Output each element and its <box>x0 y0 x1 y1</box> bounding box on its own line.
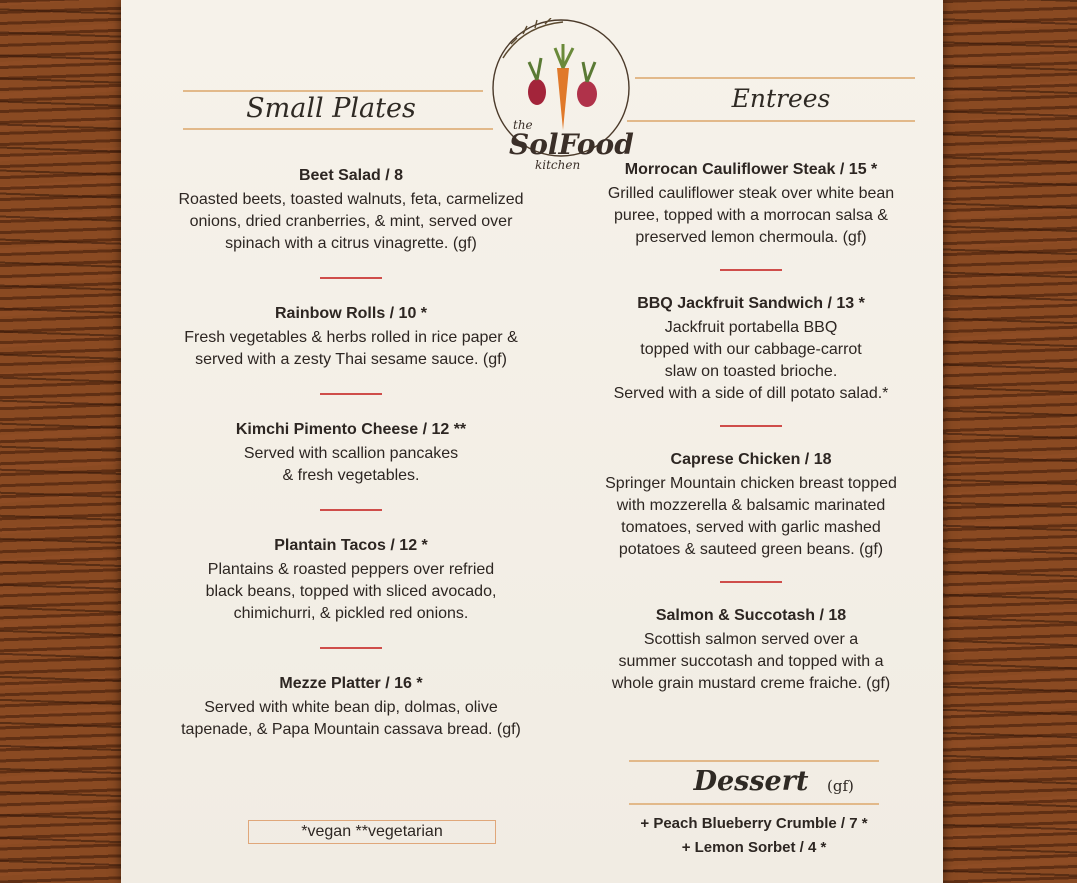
item-title: Plantain Tacos / 12 * <box>274 537 428 554</box>
item-title: BBQ Jackfruit Sandwich / 13 * <box>637 295 865 312</box>
item-title: Kimchi Pimento Cheese / 12 ** <box>235 421 467 438</box>
entrees-heading: Entrees <box>731 84 831 113</box>
logo-sub: kitchen <box>535 158 581 172</box>
item-description: Served with scallion pancakes & fresh vegetables. <box>243 445 459 484</box>
separator <box>720 425 782 427</box>
solfood-logo <box>483 18 635 178</box>
separator <box>320 277 382 279</box>
entrees-rule-top <box>635 77 915 79</box>
entrees-list <box>561 159 941 695</box>
small-plates-rule-top <box>183 90 483 92</box>
dessert-list <box>629 812 879 860</box>
dessert-note: (gf) <box>827 777 854 795</box>
item-title: Salmon & Succotash / 18 <box>655 607 847 624</box>
item-description: Grilled cauliflower steak over white bean puree, topped with a morrocan salsa & preserved lemon chermoula. (gf) <box>607 185 895 246</box>
menu-item <box>161 673 541 741</box>
small-plates-rule-bottom <box>183 128 493 130</box>
menu-item <box>561 293 941 405</box>
item-title: Morrocan Cauliflower Steak / 15 * <box>624 161 878 178</box>
logo-name: SolFood <box>509 128 634 161</box>
menu-item <box>561 159 941 249</box>
dessert-heading: Dessert <box>693 766 809 797</box>
small-plates-heading: Small Plates <box>246 93 416 124</box>
item-description: Jackfruit portabella BBQ topped with our cabbage-carrot slaw on toasted brioche. Served with a side of dill potato salad.* <box>613 319 889 402</box>
menu-item <box>561 605 941 695</box>
item-description: Fresh vegetables & herbs rolled in rice paper & served with a zesty Thai sesame sauce. (gf) <box>184 329 518 368</box>
separator <box>320 393 382 395</box>
dessert-rule-bottom <box>629 803 879 805</box>
separator <box>720 269 782 271</box>
separator <box>720 581 782 583</box>
dessert-item: + Lemon Sorbet / 4 * <box>681 839 827 856</box>
item-title: Beet Salad / 8 <box>298 167 404 184</box>
item-title: Caprese Chicken / 18 <box>670 451 832 468</box>
menu-item <box>161 165 541 255</box>
item-description: Served with white bean dip, dolmas, olive tapenade, & Papa Mountain cassava bread. (gf) <box>181 699 521 738</box>
separator <box>320 509 382 511</box>
menu-item <box>161 419 541 487</box>
menu-item <box>161 303 541 371</box>
menu-card <box>121 0 943 883</box>
menu-item <box>561 449 941 561</box>
item-title: Rainbow Rolls / 10 * <box>274 305 428 322</box>
item-description: Scottish salmon served over a summer succotash and topped with a whole grain mustard creme fraiche. (gf) <box>611 631 891 692</box>
small-plates-list <box>161 165 541 741</box>
item-description: Roasted beets, toasted walnuts, feta, carmelized onions, dried cranberries, & mint, served over spinach with a citrus vinagrette. (gf) <box>178 191 524 252</box>
separator <box>320 647 382 649</box>
item-description: Plantains & roasted peppers over refried black beans, topped with sliced avocado, chimichurri, & pickled red onions. <box>205 561 497 622</box>
dessert-rule-top <box>629 760 879 762</box>
item-description: Springer Mountain chicken breast topped with mozzerella & balsamic marinated tomatoes, served with garlic mashed potatoes & sauteed green beans. (gf) <box>605 475 897 558</box>
diet-legend: *vegan **vegetarian <box>248 820 496 844</box>
item-title: Mezze Platter / 16 * <box>279 675 423 692</box>
dessert-item: + Peach Blueberry Crumble / 7 * <box>640 815 868 832</box>
menu-item <box>161 535 541 625</box>
entrees-rule-bottom <box>627 120 915 122</box>
logo-the: the <box>513 118 533 132</box>
